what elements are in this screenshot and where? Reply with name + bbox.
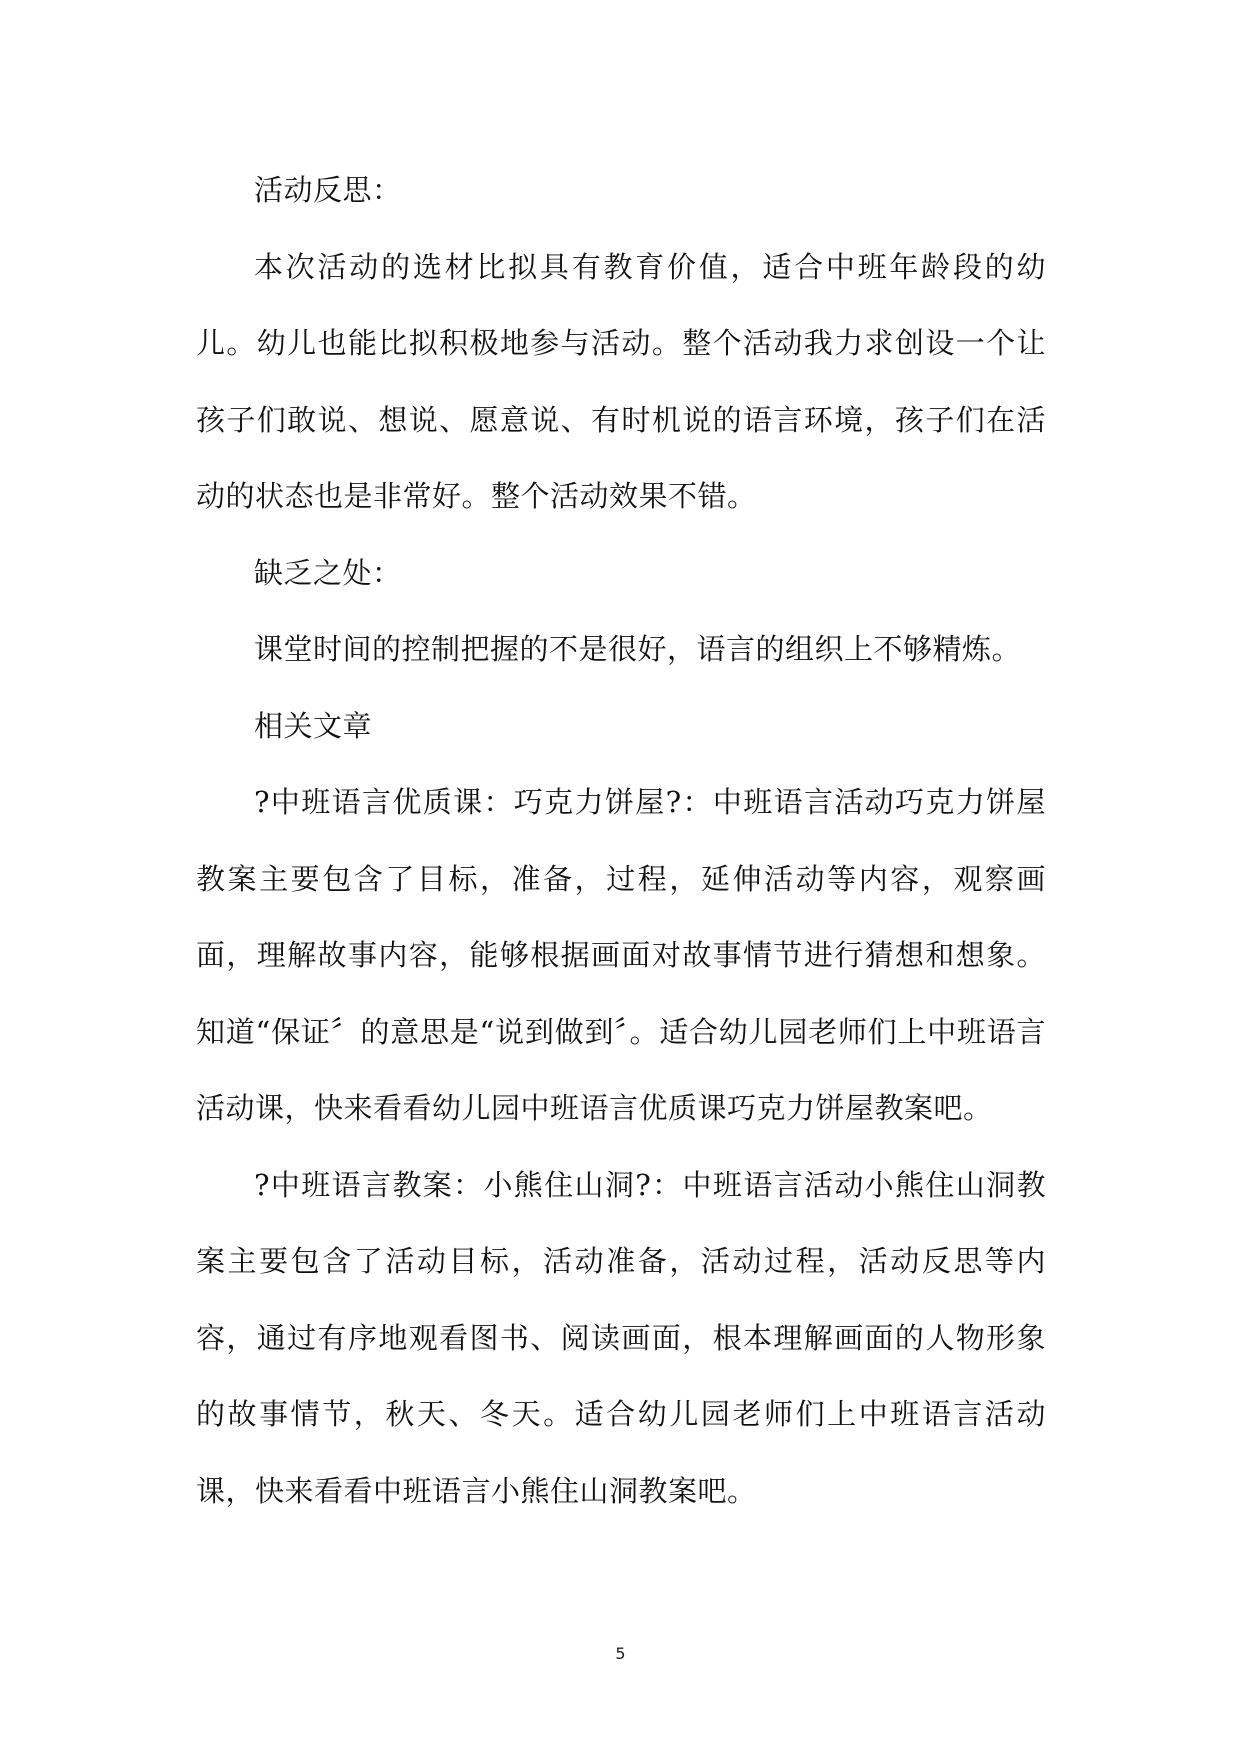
heading-related-articles: 相关文章: [254, 708, 373, 743]
heading-activity-reflection: 活动反思：: [254, 173, 402, 207]
related-article-bear-cave: ?中班语言教案：小熊住山洞?：中班语言活动小熊住山洞教案主要包含了活动目标，活动准备，活动过程，活动反思等内容，通过有序地观看图书、阅读画面，根本理解画面的人物形象的故事情节，秋天、冬天。适合幼儿园老师们上中班语言活动课，快来看看中班语言小熊住山洞教案吧。: [196, 1167, 1046, 1508]
heading-shortcomings: 缺乏之处：: [254, 555, 402, 590]
paragraph-reflection-body: 本次活动的选材比拟具有教育价值，适合中班年龄段的幼儿。幼儿也能比拟积极地参与活动。整个活动我力求创设一个让孩子们敢说、想说、愿意说、有时机说的语言环境，孩子们在活动的状态也是非常好。整个活动效果不错。: [196, 249, 1046, 513]
paragraph-shortcomings-body: 课堂时间的控制把握的不是很好，语言的组织上不够精炼。: [254, 632, 1022, 666]
related-article-chocolate-house: ?中班语言优质课：巧克力饼屋?：中班语言活动巧克力饼屋教案主要包含了目标，准备，过程，延伸活动等内容，观察画面，理解故事内容，能够根据画面对故事情节进行猜想和想象。知道“保证〞的意思是“说到做到〞。适合幼儿园老师们上中班语言活动课，快来看看幼儿园中班语言优质课巧克力饼屋教案吧。: [196, 785, 1046, 1125]
document-body: [196, 152, 1046, 1529]
page-number: 5: [615, 1644, 626, 1663]
